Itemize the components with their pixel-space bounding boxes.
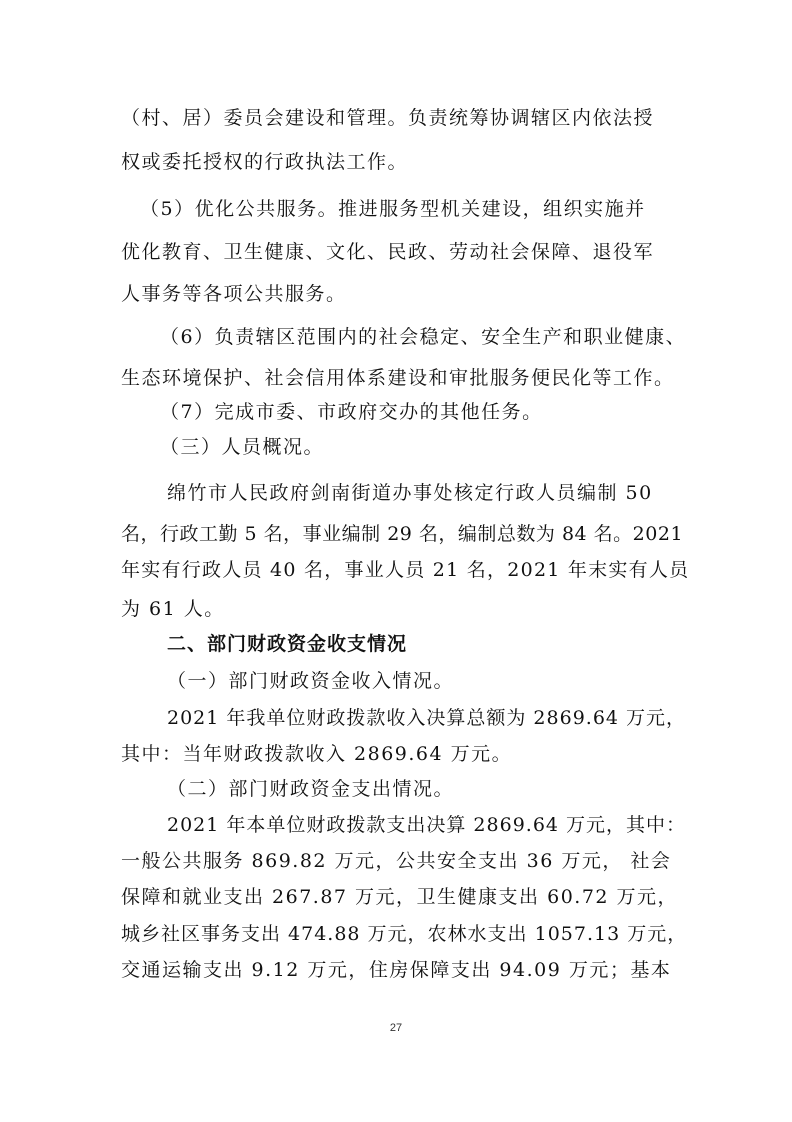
text-line-22: 城乡社区事务支出 474.88 万元，农林水支出 1057.13 万元，	[121, 923, 688, 945]
text-line-23: 交通运输支出 9.12 万元，住房保障支出 94.09 万元；基本	[121, 959, 672, 981]
text-line-10: 绵竹市人民政府剑南街道办事处核定行政人员编制 50	[167, 482, 653, 504]
section-heading: 二、部门财政资金收支情况	[167, 633, 408, 655]
text-line-20: 一般公共服务 869.82 万元，公共安全支出 36 万元， 社会	[121, 850, 672, 872]
text-line-16: 2021 年我单位财政拨款收入决算总额为 2869.64 万元，	[167, 707, 687, 729]
text-line-15: （一）部门财政资金收入情况。	[167, 670, 455, 692]
text-line-1: （村、居）委员会建设和管理。负责统筹协调辖区内依法授	[121, 107, 655, 129]
text-line-17: 其中：当年财政拨款收入 2869.64 万元。	[121, 743, 513, 765]
text-line-3: （5）优化公共服务。推进服务型机关建设，组织实施并	[140, 198, 646, 220]
text-line-18: （二）部门财政资金支出情况。	[167, 778, 455, 800]
page-number: 27	[389, 1022, 403, 1034]
text-line-12: 年实有行政人员 40 名，事业人员 21 名，2021 年末实有人员	[121, 559, 690, 581]
text-line-11: 名，行政工勤 5 名，事业编制 29 名，编制总数为 84 名。2021	[121, 523, 684, 545]
text-line-9: （三）人员概况。	[160, 436, 325, 458]
text-line-6: （6）负责辖区范围内的社会稳定、安全生产和职业健康、	[160, 326, 687, 348]
text-line-8: （7）完成市委、市政府交办的其他任务。	[160, 401, 543, 423]
text-line-4: 优化教育、卫生健康、文化、民政、劳动社会保障、退役军	[121, 241, 655, 263]
text-line-7: 生态环境保护、社会信用体系建设和审批服务便民化等工作。	[121, 367, 675, 389]
text-line-21: 保障和就业支出 267.87 万元，卫生健康支出 60.72 万元，	[121, 886, 679, 908]
text-line-13: 为 61 人。	[121, 598, 225, 620]
text-line-5: 人事务等各项公共服务。	[121, 283, 347, 305]
text-line-19: 2021 年本单位财政拨款支出决算 2869.64 万元，其中：	[167, 814, 687, 836]
text-line-2: 权或委托授权的行政执法工作。	[121, 151, 409, 173]
